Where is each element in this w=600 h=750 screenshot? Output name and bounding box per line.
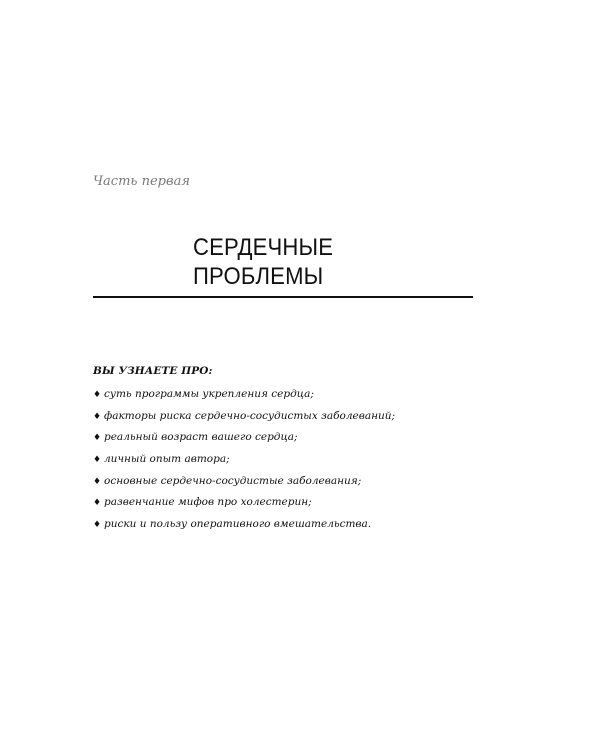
title-underline-divider: [93, 296, 473, 298]
diamond-bullet-icon: ♦: [93, 433, 102, 444]
list-item-text: личный опыт автора;: [104, 453, 230, 466]
list-item: [93, 410, 395, 432]
list-item: [93, 496, 395, 518]
diamond-bullet-icon: ♦: [93, 455, 102, 466]
list-item-text: риски и пользу оперативного вмешательства.: [104, 518, 372, 531]
diamond-bullet-icon: ♦: [93, 520, 102, 531]
list-item: [93, 518, 395, 540]
list-item: [93, 431, 395, 453]
learn-heading: ВЫ УЗНАЕТЕ ПРО:: [93, 365, 213, 377]
list-item-text: реальный возраст вашего сердца;: [104, 431, 298, 444]
diamond-bullet-icon: ♦: [93, 476, 102, 487]
diamond-bullet-icon: ♦: [93, 498, 102, 509]
learn-list: [93, 388, 395, 540]
chapter-title: [193, 233, 432, 291]
chapter-title-line-1: СЕРДЕЧНЫЕ: [193, 234, 334, 261]
list-item: [93, 453, 395, 475]
chapter-title-line-2: ПРОБЛЕМЫ: [193, 263, 324, 290]
list-item: [93, 388, 395, 410]
list-item-text: суть программы укрепления сердца;: [104, 388, 314, 400]
list-item-text: факторы риска сердечно-сосудистых заболеваний;: [104, 409, 396, 422]
diamond-bullet-icon: ♦: [93, 390, 102, 400]
list-item-text: основные сердечно-сосудистые заболевания;: [104, 474, 362, 487]
list-item-text: развенчание мифов про холестерин;: [104, 496, 312, 509]
diamond-bullet-icon: ♦: [93, 411, 102, 422]
list-item: [93, 475, 395, 497]
part-label: Часть первая: [93, 174, 190, 189]
